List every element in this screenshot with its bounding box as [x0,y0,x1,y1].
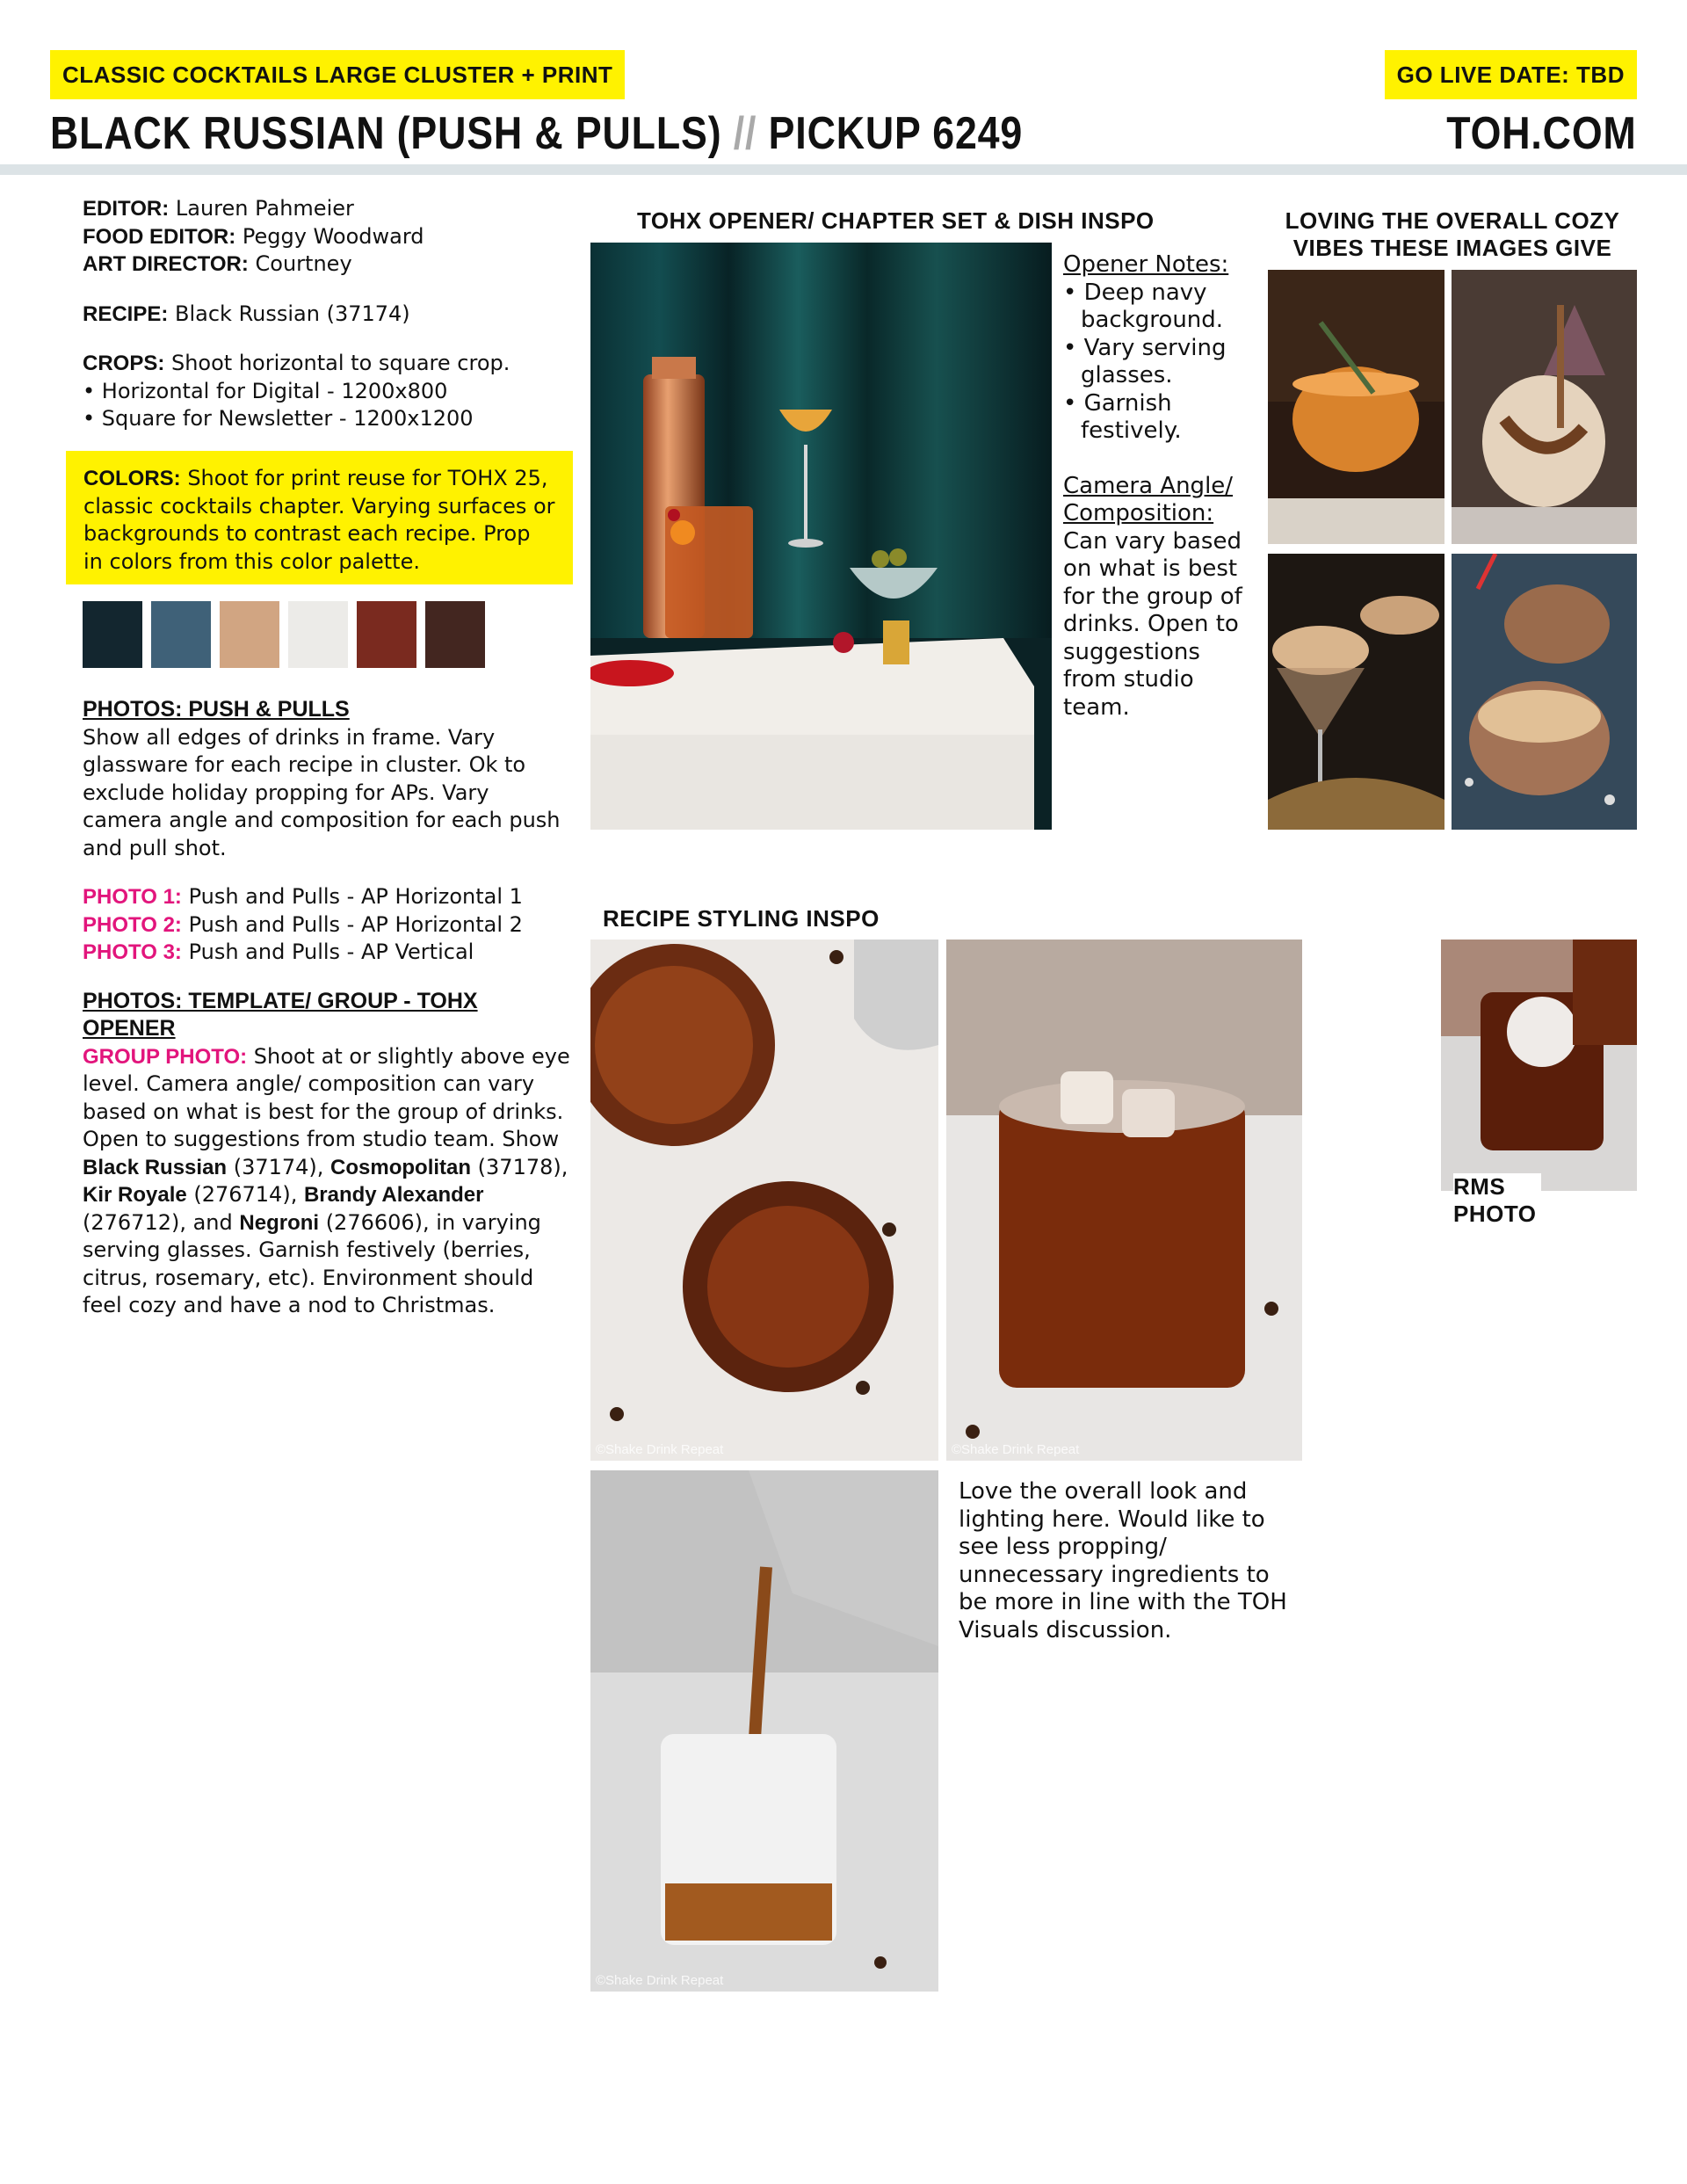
credits-block: EDITOR: Lauren Pahmeier FOOD EDITOR: Peggy Woodward ART DIRECTOR: Courtney RECIPE: Black Russian (37174) CROPS: Shoot horizontal to square crop. • Horizontal for Digital - 1200x800 • Square for Newsletter - 1200x1200 [83,195,575,433]
push-pulls-text: Show all edges of drinks in frame. Vary glassware for each recipe in cluster. Ok to exclude holiday propping for APs. Vary camera angle and composition for each push and pull shot. [83,724,561,860]
styling-photo-1-watermark: ©Shake Drink Repeat [596,1442,724,1457]
editor-name: Lauren Pahmeier [175,196,354,221]
colors-note: COLORS: Shoot for print reuse for TOHX 25, classic cocktails chapter. Varying surfaces or backgrounds to contrast each recipe. Prop in colors from this color palette. [66,451,573,584]
opener-note-1: • Deep navy background. [1063,279,1224,333]
push-pulls-heading: PHOTOS: PUSH & PULLS [83,697,350,722]
group-heading: PHOTOS: TEMPLATE/ GROUP - TOHX OPENER [83,988,478,1041]
camera-angle-title: Camera Angle/ Composition: [1063,472,1234,526]
title-pickup: PICKUP 6249 [768,108,1024,159]
site-name: TOH.COM [1446,108,1637,159]
rms-label: RMS PHOTO [1453,1173,1541,1228]
styling-photo-2 [946,940,1302,1461]
swatch-4 [288,601,348,668]
page-title [50,107,1023,160]
crops-text: Shoot horizontal to square crop. [170,351,510,375]
opener-note-2: • Vary serving glasses. [1063,334,1227,388]
project-tag: CLASSIC COCKTAILS LARGE CLUSTER + PRINT [50,50,625,99]
swatch-5 [357,601,416,668]
photo-3-line: PHOTO 3: Push and Pulls - AP Vertical [83,940,474,964]
opener-heading: TOHX OPENER/ CHAPTER SET & DISH INSPO [637,207,1155,234]
photo-2-line: PHOTO 2: Push and Pulls - AP Horizontal 2 [83,911,523,937]
opener-note-3: • Garnish festively. [1063,389,1182,444]
styling-photo-3 [590,1470,938,1992]
title-separator: // [733,108,757,159]
cozy-photo-4 [1452,554,1637,830]
opener-notes [1063,251,1256,722]
go-live-tag: GO LIVE DATE: TBD [1385,50,1637,99]
food-editor-name: Peggy Woodward [242,223,424,249]
color-palette [83,601,485,668]
crop-digital: • Horizontal for Digital - 1200x800 [83,378,448,403]
photo-1-line: PHOTO 1: Push and Pulls - AP Horizontal 1 [83,884,523,909]
header-divider [0,164,1687,175]
camera-angle-text: Can vary based on what is best for the group of drinks. Open to suggestions from studio team. [1063,527,1242,721]
title-main: BLACK RUSSIAN (PUSH & PULLS) [50,108,722,159]
styling-heading: RECIPE STYLING INSPO [603,905,880,932]
swatch-3 [220,601,279,668]
styling-note: Love the overall look and lighting here. Would like to see less propping/ unnecessary ingredients to be more in line with the TOH Visuals discussion. [959,1478,1287,1643]
styling-photo-3-watermark: ©Shake Drink Repeat [596,1973,724,1988]
cozy-heading: LOVING THE OVERALL COZY VIBES THESE IMAGES GIVE [1285,207,1620,261]
push-pulls-section [83,696,575,1320]
cozy-photo-3 [1268,554,1444,830]
crop-newsletter: • Square for Newsletter - 1200x1200 [83,406,474,431]
swatch-1 [83,601,142,668]
swatch-6 [425,601,485,668]
styling-photo-1 [590,940,938,1461]
rms-photo [1441,940,1637,1191]
cozy-photo-2 [1452,270,1637,544]
styling-photo-2-watermark: ©Shake Drink Repeat [952,1442,1080,1457]
group-text: GROUP PHOTO: Shoot at or slightly above eye level. Camera angle/ composition can vary based on what is best for the group of drinks. Open to suggestions from studio team. Show Black Russian (37174), Cosmopolitan (37178), Kir Royale (276714), Brandy Alexander (276712), and Negroni (276606), in varying serving glasses. Garnish festively (berries, citrus, rosemary, etc). Environment should feel cozy and have a nod to Christmas. [83,1043,570,1317]
opener-inspo-photo [590,243,1052,830]
opener-notes-title: Opener Notes: [1063,251,1229,278]
swatch-2 [151,601,211,668]
recipe-name: Black Russian (37174) [175,301,410,326]
cozy-photo-1 [1268,270,1444,544]
art-director-name: Courtney [255,251,352,276]
